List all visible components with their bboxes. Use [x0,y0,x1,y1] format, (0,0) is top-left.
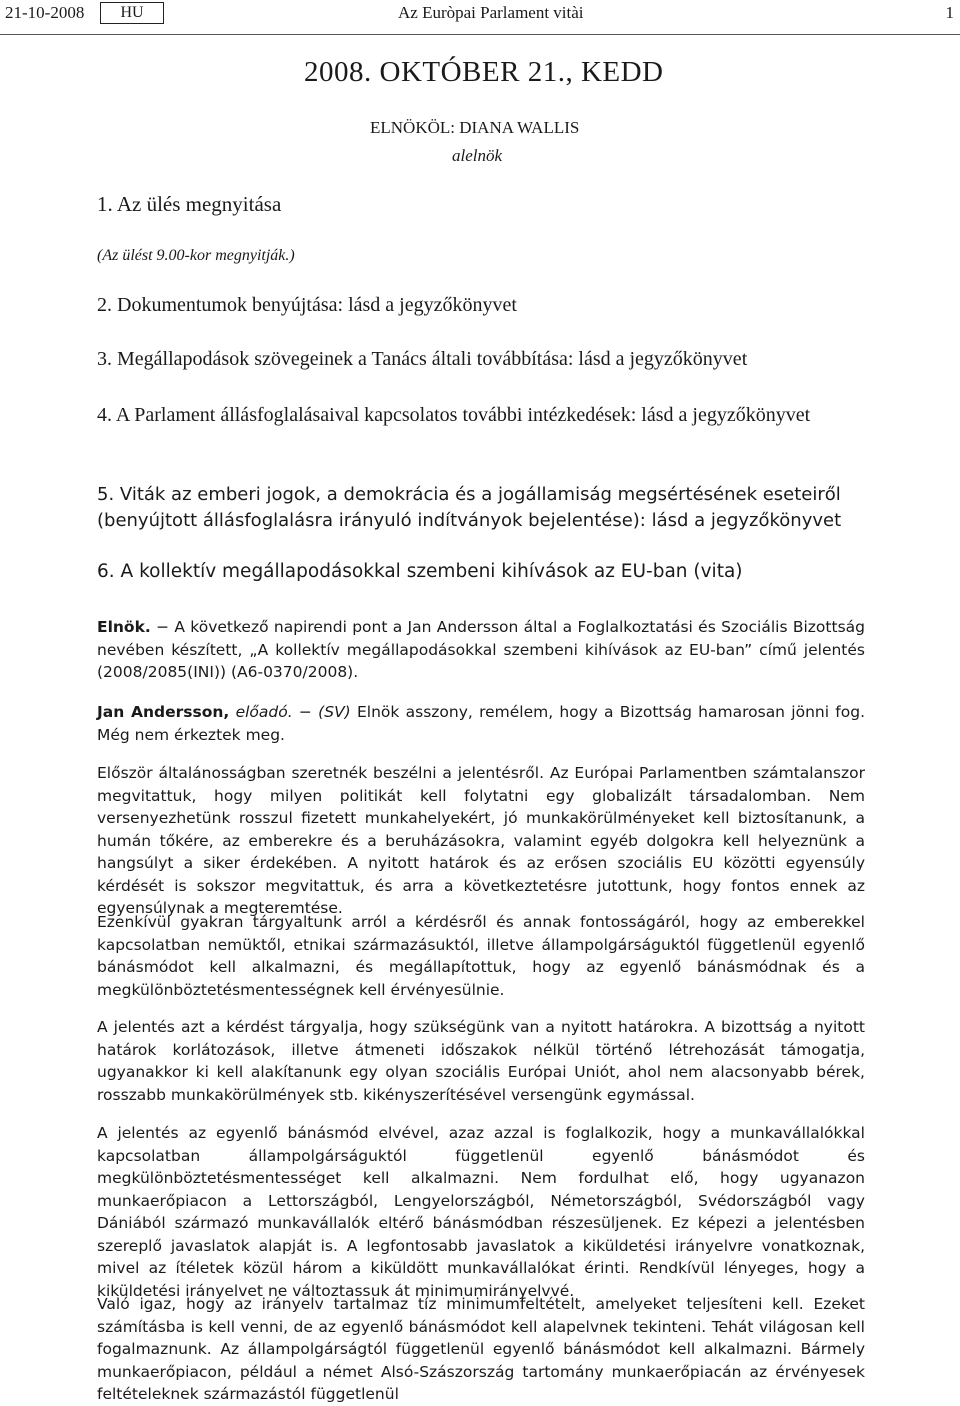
agenda-item-3: 3. Megállapodások szövegeinek a Tanács általi továbbítása: lásd a jegyzőkönyvet [97,348,748,370]
header-divider [0,34,960,35]
page-header [0,0,960,38]
paragraph: Való igaz, hogy az irányelv tartalmaz tíz minimumfeltételt, amelyeket teljesíteni kell. Ezeket számításba is kell venni, de az egyenlő bánásmódot kell alapelvnek tekinteni. Tehát világosan kell fogalmaznunk. Az állampolgárságtól függetlenül egyenlő bánásmódot kell alkalmazni. Bármely munkaerőpiacon, például a német Alsó-Szászország tartomány munkaerőpiacán az érvényesek feltételeknek származástól függetlenül [97,1295,865,1403]
paragraph: A jelentés azt a kérdést tárgyalja, hogy szükségünk van a nyitott határokra. A bizottság a nyitott határok korlátozások, illetve átmeneti időszakok nélkül történő létrehozását támogatja, ugyanakkor ki kell alakítanunk egy olyan szociális Európai Uniót, ahol nem alacsonyabb bérek, rosszabb munkakörülmények stb. kikényszerítésével versengünk egymással. [97,1018,865,1104]
rapporteur-statement [97,701,865,746]
agenda-item-6: 6. A kollektív megállapodásokkal szembeni kihívások az EU-ban (vita) [97,561,743,582]
speaker-name: Elnök. [97,618,151,636]
agenda-item-5: 5. Viták az emberi jogok, a demokrácia és a jogállamiság megsértésének eseteiről (benyújtott állásfoglalásra irányuló indítványok bejelentése): lásd a jegyzőkönyvet [97,484,842,531]
agenda-item-2: 2. Dokumentumok benyújtása: lásd a jegyzőkönyvet [97,294,517,316]
paragraph: A jelentés az egyenlő bánásmód elvével, azaz azzal is foglalkozik, hogy a munkavállalókkal kapcsolatban állampolgárságuktól függetlenül egyenlő bánásmódot és megkülönböztetésmentességet kell alkalmazni. Nem fordulhat elő, hogy ugyanazon munkaerőpiacon a Lettországból, Lengyelországból, Németországból, Svédországból vagy Dániából származó munkavállalók eltérő bánásmódban részesüljenek. Ez képezi a jelentésben szereplő javaslatok alapját is. A legfontosabb javaslatok a kiküldetési irányelvre vonatkoznak, mivel az ítéletek közül három a kiküldött munkavállalókat érinti. Rendkívül lényeges, hogy a kiküldetési irányelvet ne változtassuk át minimumirányelvvé. [97,1124,865,1300]
publication-title: Az Euròpai Parlament vitài [398,3,584,22]
speaker-language: − (SV) [292,703,351,721]
agenda-item-4: 4. A Parlament állásfoglalásaival kapcsolatos további intézkedések: lásd a jegyzőkönyvet [97,404,811,426]
agenda-item-1: 1. Az ülés megnyitása [97,192,282,216]
speaker-name: Jan Andersson, [97,703,230,721]
president-statement [97,616,865,684]
statement-text: Elnök asszony, remélem, hogy a Bizottság hamarosan jönni fog. Még nem érkeztek meg. [97,703,865,744]
session-date-heading: 2008. OKTÓBER 21., KEDD [304,56,664,88]
header-date: 21-10-2008 [5,3,85,22]
paragraph: Ezenkívül gyakran tárgyaltunk arról a kérdésről és annak fontosságáról, hogy az emberekkel kapcsolatban nemüktől, etnikai származásuktól, illetve állampolgárságuktól függetlenül egyenlő bánásmódot kell alkalmazni, és megállapítottuk, hogy az egyenlő bánásmódnak és a megkülönböztetésmentességnek kell érvényesülnie. [97,913,865,999]
chair-line: ELNÖKÖL: DIANA WALLIS [370,118,580,137]
page-number: 1 [945,3,954,22]
opening-note: (Az ülést 9.00-kor megnyitják.) [97,247,295,264]
speaker-role: előadó. [229,703,293,721]
language-badge: HU [100,2,164,24]
statement-text: − A következő napirendi pont a Jan Andersson által a Foglalkoztatási és Szociális Bizottság nevében készített, „A kollektív megállapodásokkal szembeni kihívások az EU-ban” című jelentés (2008/2085(INI)) (A6-0370/2008). [97,618,865,681]
chair-role: alelnök [452,146,503,165]
paragraph: Először általánosságban szeretnék beszélni a jelentésről. Az Európai Parlamentben számtalanszor megvitattuk, hogy milyen politikát kell folytatni egy globalizált társadalomban. Nem versenyezhetünk rosszul fizetett munkahelyekért, jó munkakörülményeket kell biztosítanunk, a humán tőkére, az emberekre és a beruházásokra, valamint egyéb dolgokra kell helyeznünk a hangsúlyt a siker érdekében. A nyitott határok és az erősen szociális EU közötti egyensúly kérdését is sokszor megvitattuk, és arra a következtetésre jutottunk, hogy fontos ennek az egyensúlynak a megteremtése. [97,764,865,917]
